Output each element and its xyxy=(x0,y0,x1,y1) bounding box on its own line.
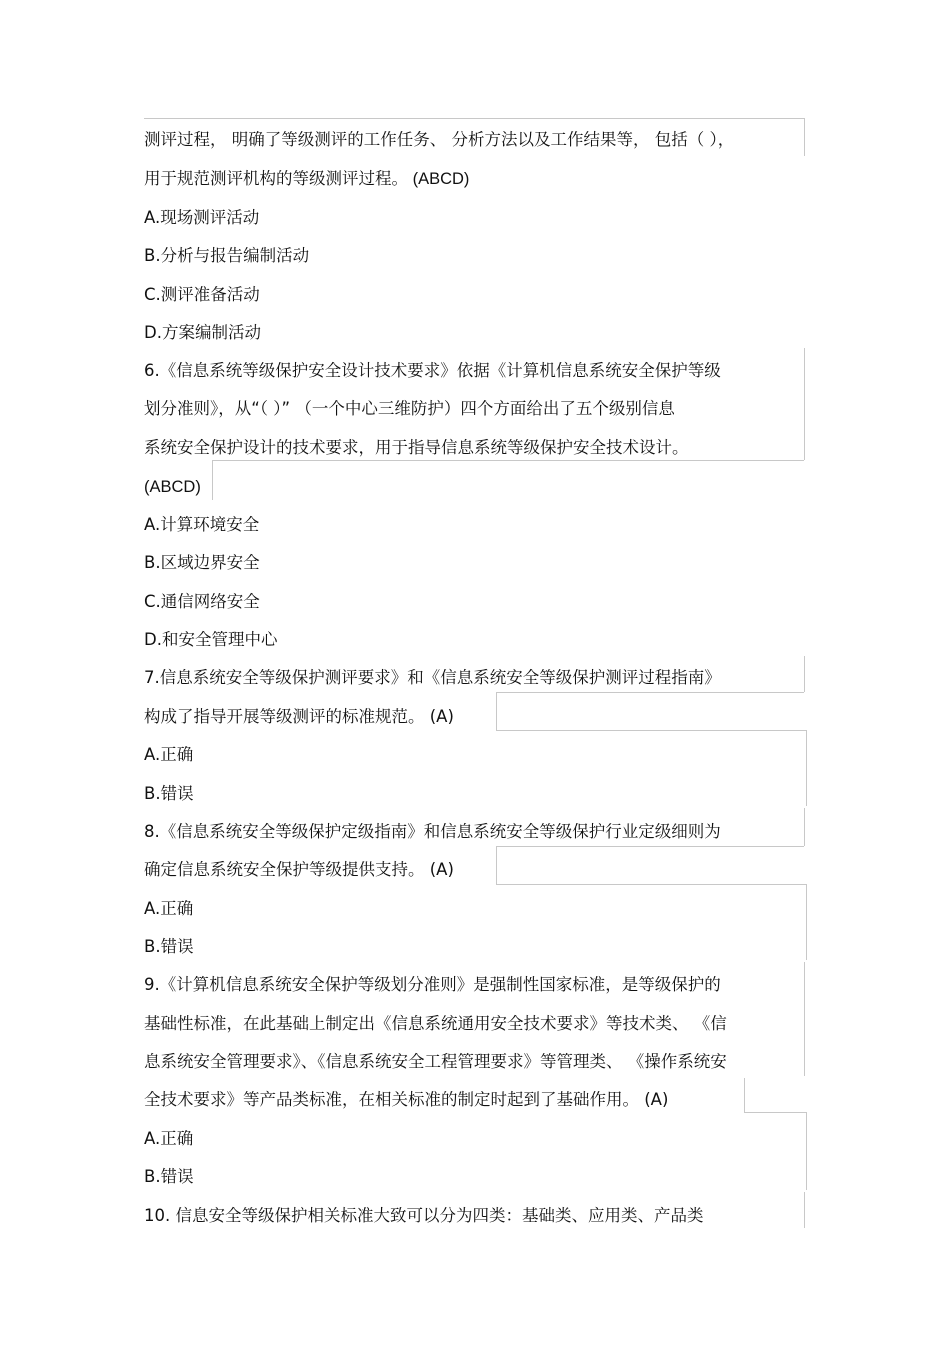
option-d: D.和安全管理中心 xyxy=(144,630,278,649)
border-line xyxy=(744,1078,745,1112)
border-line xyxy=(804,1192,805,1228)
border-line xyxy=(496,846,804,847)
question-9-text: 9.《计算机信息系统安全保护等级划分准则》是强制性国家标准，是等级保护的 xyxy=(144,975,721,994)
border-line xyxy=(744,1112,806,1113)
option-c: C.通信网络安全 xyxy=(144,592,260,611)
border-line xyxy=(804,118,805,156)
border-line xyxy=(806,884,807,960)
border-line xyxy=(496,846,497,884)
border-line xyxy=(806,1112,807,1190)
question-9-text: 息系统安全管理要求》、《信息系统安全工程管理要求》等管理类、 《操作系统安 xyxy=(144,1052,727,1071)
question-5-text-answer: 用于规范测评机构的等级测评过程。 (ABCD) xyxy=(144,170,470,188)
question-6-text: 6.《信息系统等级保护安全设计技术要求》依据《计算机信息系统安全保护等级 xyxy=(144,361,721,380)
option-a: A.正确 xyxy=(144,745,194,764)
option-b: B.错误 xyxy=(144,937,194,956)
border-line xyxy=(804,348,805,460)
option-a: A.正确 xyxy=(144,1129,194,1148)
option-a: A.计算环境安全 xyxy=(144,515,260,534)
border-line xyxy=(804,808,805,846)
question-8-text: 8.《信息系统安全等级保护定级指南》和信息系统安全等级保护行业定级细则为 xyxy=(144,822,721,841)
border-line xyxy=(212,460,804,461)
border-line xyxy=(496,730,806,731)
border-line xyxy=(496,884,806,885)
question-9-text: 基础性标准，在此基础上制定出《信息系统通用安全技术要求》等技术类、 《信 xyxy=(144,1014,727,1033)
option-b: B.错误 xyxy=(144,1167,194,1186)
border-line xyxy=(804,962,805,1076)
question-5-text: 测评过程， 明确了等级测评的工作任务、 分析方法以及工作结果等， 包括（ ）， xyxy=(144,130,735,149)
question-10-text: 10. 信息安全等级保护相关标准大致可以分为四类：基础类、应用类、产品类 xyxy=(144,1206,704,1225)
border-line xyxy=(144,118,804,119)
option-d: D.方案编制活动 xyxy=(144,323,261,342)
question-6-text: 划分准则》，从“（ ）” （一个中心三维防护）四个方面给出了五个级别信息 xyxy=(144,399,675,418)
question-8-text-answer: 确定信息系统安全保护等级提供支持。 (A) xyxy=(144,860,454,879)
option-a: A.现场测评活动 xyxy=(144,208,260,227)
border-line xyxy=(212,460,213,500)
border-line xyxy=(804,656,805,692)
border-line xyxy=(496,692,804,693)
question-9-text-answer: 全技术要求》等产品类标准，在相关标准的制定时起到了基础作用。 (A) xyxy=(144,1090,669,1109)
question-6-answer: (ABCD) xyxy=(144,478,201,496)
question-7-text: 7.信息系统安全等级保护测评要求》和《信息系统安全等级保护测评过程指南》 xyxy=(144,668,721,687)
border-line xyxy=(496,692,497,730)
question-6-text: 系统安全保护设计的技术要求，用于指导信息系统等级保护安全技术设计。 xyxy=(144,438,689,457)
option-b: B.区域边界安全 xyxy=(144,553,260,572)
border-line xyxy=(806,730,807,806)
option-b: B.错误 xyxy=(144,784,194,803)
option-c: C.测评准备活动 xyxy=(144,285,260,304)
question-7-text-answer: 构成了指导开展等级测评的标准规范。 (A) xyxy=(144,707,454,726)
option-b: B.分析与报告编制活动 xyxy=(144,246,310,265)
option-a: A.正确 xyxy=(144,899,194,918)
